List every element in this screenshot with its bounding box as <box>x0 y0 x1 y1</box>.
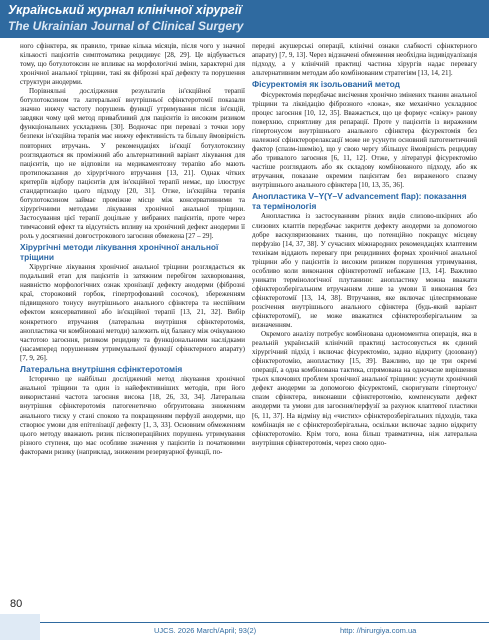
paragraph-continuation: передні акушерські операції, клінічні ознаки слабкості сфінктерного апарату) [7, 9, 13]. Через відзначені обмеження необхідна індивідуалізація підходу, а у клінічній практиці частина хірургів надає перевагу альтернативним методам або комбінованим стратегіям [13, 14, 21]. <box>252 42 477 78</box>
paragraph: Історично це найбільш досліджений метод лікування хронічної анальної тріщини та один із найефективніших методів, при його використанні частота загоєння висока [18, 26, 33, 34]. Латеральна внутрішня сфінктеротомія патогенетично обґрунтована зниженням анального тиску у стані спокою та покращенням перфузії анодерми, що створює умови для епітелізації дефекту [1, 3, 33]. Основним обмеженням цього методу вважають ризик післяопераційних порушень утримування різного ступеня, що має особливе значення у пацієнтів із початковими факторами ризику (наприклад, зниженим резервуарної функції, по- <box>20 375 245 456</box>
paragraph: Хірургічне лікування хронічної анальної тріщини розглядається як подальший етап для пацієнтів із затяжним перебігом захворювання, наявністю морфологічних ознак хронізації дефекту анодерми (фіброзні краї, сторожовий горбок, гіпертрофований сосочок), збереженням підвищеного тонусу внутрішнього анального сфінктера та неспійним ефектом консервативної або ін'єкційної терапії [13, 21, 32]. Вибір конкретного втручання (латеральна внутрішня сфінктеротомія, анопластика чи комбіновані методи) залежить від балансу між очікуваною частотою загоєння, ризиком рецидиву та функціональними наслідками (насамперед порушенням утримувальної функції сфінктерного апарату) [7, 9, 26]. <box>20 263 245 362</box>
paragraph: Анопластика із застосуванням різних видів слизово-шкірних або слизових клаптів передбачає закриття дефекту анодерми за допомогою добре васкуляризованих тканин, що потенційно покращує місцеву перфузію [14, 37, 38]. У сучасних міжнародних рекомендаціях клаптевим технікам віддають перевагу при рецидивних формах хронічної анальної тріщини або у пацієнтів із високим ризиком порушення утримування, особливо коли виконання сфінктеротомії небажане [13, 14]. Важливо уникати термінологічної плутанини: анопластику можна вважати сфінктерозберігальним втручанням лише за умови її виконання без сфінктеротомії [13, 14, 38]. Втручання, яке включає цілеспрямоване розсічення внутрішнього анального сфінктера (будь-який варіант сфінктеротомії), не може вважатися сфінктерозберігальним за визначенням. <box>252 212 477 330</box>
footer-divider <box>40 622 489 623</box>
journal-header-bar <box>0 0 489 38</box>
section-heading-lateral-sphincterotomy: Латеральна внутрішня сфінктеротомія <box>20 363 183 374</box>
paragraph: Фісуректомія передбачає висічення хронічно змінених тканин анальної тріщини та ліквідацію фіброзного «ложа», яке механічно ускладнює процес загоєння [10, 12, 35]. Вважається, що це формує «свіжу» рановy поверхню, сприятливу для репарації. Проте у пацієнтів із вираженим гіпертонусом внутрішнього анального сфінктера фісуректомія без належної сфінктерорелаксації може не усунути основний патогенетичний фактор (спазм-ішемію), що у свою чергу збільшує ймовірність рецидиву або тривалого загоєння [6, 11, 12]. Отже, у літературі фісуректомію частіше розглядають або як складову комбінованого підходу, або як втручання, показане окремим пацієнтам без вираженого спазму внутрішнього анального сфінктера [10, 13, 35, 36]. <box>252 90 477 190</box>
section-heading-fissurectomy: Фісуректомія як ізольований метод <box>252 79 400 90</box>
page-number: 80 <box>10 598 23 610</box>
left-text-column <box>20 42 245 602</box>
paragraph: Порівняльні дослідження результатів ін'єкційної терапії ботулотоксином та латеральної внутрішньої сфінктеротомії показали значно нижчу частоту порушень функції утримування після ін'єкцій, завдяки чому цей метод привабливий для пацієнтів із високим ризиком функціональних ускладнень [30]. Водночас при перевазі з точки зору безпеки ін'єкційна терапія має нижчу ефективність та більшу ймовірність повторних втручань. У рекомендаціях ін'єкції ботулотоксину розглядаються як проміжний або альтернативний варіант лікування для пацієнтів, що не відповіли на медикаментозну терапію або мають протипоказання до хірургічного втручання [13, 21]. Однак чітких критеріїв відбору пацієнтів для ін'єкційної терапії немає, що ілюструє стандартизацію цього підходу [20, 31]. Отже, ін'єкційна терапія ботулотоксином займає проміжне місце між консервативними та хірургічними методами лікування хронічної анальної тріщини. Застосування цієї терапії доцільне у вибраних пацієнтів, проте через тимчасовий ефект та відсутність впливу на хронічний дефект анодерми її роль у досягненні довгострокового загоєння обмежена [27 – 29]. <box>20 87 245 240</box>
journal-title-ukrainian: Український журнал клінічної хірургії <box>8 3 242 17</box>
footer-website-link[interactable]: http: //hirurgiya.com.ua <box>340 626 417 635</box>
section-heading-anoplasty: Анопластика V–Y(Y–V advancement flap): показання та термінологія <box>252 191 467 211</box>
paragraph: Окремого аналізу потребує комбінована одномоментна операція, яка в реальній українській клінічній практиці застосовується як єдиний хірургічний підхід і включає фісуректомію, задню відкриту (дозовану) сфінктеротомію, анопластику [15, 39]. Важливо, що це три окремі операції, а одна комбінована тактика, спрямована на одночасне вирішення трьох ключових проблем хронічної анальної тріщини: усунути хронічний дефект анодерми за допомогою фісуректомії, скоригувати гіпертонус/спазм сфінктера, виконавши сфінктеротомію, компенсувати дефект анодерми та умови для загоєння/перфузії за рахунок клаптевої пластики [6, 11, 37]. На відміну від «чистих» сфінктерозберігальних підходів, така комбінація не є сфінктерозберігальна, оскільки включає задню відкриту сфінктеротомію. Крім того, вона більш травматична, ніж латеральна внутрішня сфінктеротомія, через свою одно- <box>252 330 477 447</box>
section-heading-surgical-methods: Хірургічні методи лікування хронічної анальної тріщини <box>20 242 219 262</box>
footer-journal-citation: UJCS. 2026 March/April; 93(2) <box>154 626 257 635</box>
page-number-tab <box>0 614 40 640</box>
journal-title-english: The Ukrainian Journal of Clinical Surgery <box>8 19 244 33</box>
paragraph-continuation: ного сфінктера, як правило, тривае кілька місяців, після чого у значної кількості пацієнтів симптоматика рецидивує [28, 29]. Це відбувається тому, що ботулотоксин не впливає на морфологічні зміни, характерні для хронічної анальної тріщини, такі як фіброзні краї дефекту та порушення структури анодерми. <box>20 42 245 87</box>
right-text-column <box>252 42 477 602</box>
